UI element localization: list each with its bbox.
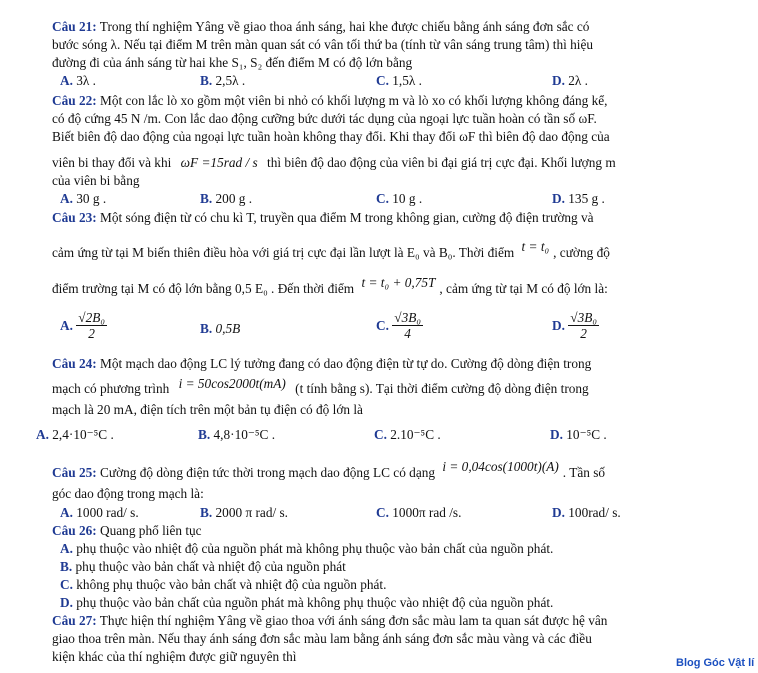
q21-option-a[interactable]: A. 3λ .	[60, 73, 97, 88]
q24-line3: mạch là 20 mA, điện tích trên một bản tụ điện có độ lớn là	[52, 402, 363, 417]
q25-line2: góc dao động trong mạch là:	[52, 486, 204, 501]
q23-line3: điểm trường tại M có độ lớn bằng 0,5 E₀ . Đến thời điểm t = t₀ + 0,75T , cảm ứng từ tại M có độ lớn là:	[52, 275, 608, 296]
q23-line2: cảm ứng từ tại M biến thiên điều hòa với giá trị cực đại lần lượt là E₀ và B₀. Thời điểm t = t₀ , cường độ	[52, 239, 610, 260]
q27-line1: Câu 27: Thực hiện thí nghiệm Yâng về giao thoa với ánh sáng đơn sắc màu lam ta quan sát được hệ vân	[52, 613, 608, 628]
q24-option-b[interactable]: B. 4,8·10⁻⁵C .	[198, 427, 276, 442]
q27-line3: kiện khác của thí nghiệm được giữ nguyên thì	[52, 649, 297, 664]
q25-current-formula: i = 0,04cos(1000t)(A)	[442, 459, 559, 474]
q22-line4: viên bi thay đổi và khi ωF =15rad / s thì biên độ dao động của viên bi đại giá trị cực đại. Khối lượng m	[52, 155, 616, 170]
q25-label: Câu 25:	[52, 465, 97, 480]
q26-option-a[interactable]: A. phụ thuộc vào nhiệt độ của nguồn phát mà không phụ thuộc vào bản chất của nguồn phát.	[60, 541, 554, 556]
q24-current-formula: i = 50cos2000t(mA)	[178, 376, 286, 391]
q21-line1	[52, 18, 589, 35]
q22-option-c[interactable]: C. 10 g .	[376, 191, 423, 206]
q23-option-c[interactable]: C. $\frac{\text{√3B₀}}{4}$	[376, 310, 421, 341]
q24-option-a[interactable]: A. 2,4·10⁻⁵C .	[36, 427, 114, 442]
q23-option-a[interactable]: A. $\frac{\text{√2B₀}}{2}$	[60, 310, 105, 341]
q26-option-b[interactable]: B. phụ thuộc vào bản chất và nhiệt độ của nguồn phát	[60, 559, 346, 574]
q21-label: Câu 21:	[52, 19, 97, 34]
q24-line1: Câu 24: Một mạch dao động LC lý tưởng đang có dao động điện từ tự do. Cường độ dòng điện trong	[52, 356, 592, 371]
q26-label: Câu 26:	[52, 523, 97, 538]
q23-label: Câu 23:	[52, 210, 97, 225]
blog-watermark: Blog Góc Vật lí	[676, 657, 755, 669]
q22-line3: Biết biên độ dao động của ngoại lực tuần hoàn không thay đổi. Khi thay đổi ωF thì biên độ dao động của	[52, 129, 610, 144]
q21-option-b[interactable]: B. 2,5λ .	[200, 73, 246, 88]
q24-option-c[interactable]: C. 2.10⁻⁵C .	[374, 427, 441, 442]
q26-option-c[interactable]: C. không phụ thuộc vào bản chất và nhiệt độ của nguồn phát.	[60, 577, 387, 592]
q21-line2: bước sóng λ. Nếu tại điểm M trên màn quan sát có vân tối thứ ba (tính từ vân sáng trung tâm) thì hiệu	[52, 37, 594, 52]
q21-line3: đường đi của ánh sáng từ hai khe S₁, S₂ đến điểm M có độ lớn bằng	[52, 55, 413, 70]
q26-option-d[interactable]: D. phụ thuộc vào bản chất của nguồn phát mà không phụ thuộc vào nhiệt độ của nguồn phát.	[60, 595, 554, 610]
q25-option-a[interactable]: A. 1000 rad/ s.	[60, 505, 139, 520]
q22-option-d[interactable]: D. 135 g .	[552, 191, 605, 206]
q22-line1: Câu 22: Một con lắc lò xo gồm một viên bi nhỏ có khối lượng m và lò xo có khối lượng không đáng kể,	[52, 93, 608, 108]
q23-option-c-fraction: $\frac{\text{√3B₀}}{4}$	[394, 310, 421, 341]
q26-line1: Câu 26: Quang phổ liên tục	[52, 523, 202, 538]
q24-line2: mạch có phương trình i = 50cos2000t(mA) (t tính bằng s). Tại thời điểm cường độ dòng điện trong	[52, 376, 589, 396]
q21-option-c[interactable]: C. 1,5λ .	[376, 73, 422, 88]
q25-option-b[interactable]: B. 2000 π rad/ s.	[200, 505, 288, 520]
q23-option-a-fraction: $\frac{\text{√2B₀}}{2}$	[78, 310, 105, 341]
q23-time-t0: t = t₀	[521, 239, 550, 254]
q23-time-formula: t = t₀ + 0,75T	[361, 275, 436, 290]
q25-line1: Câu 25: Cường độ dòng điện tức thời trong mạch dao động LC có dạng i = 0,04cos(1000t)(A) . Tần số	[52, 459, 606, 480]
q23-option-d-fraction: $\frac{\text{√3B₀}}{2}$	[570, 310, 597, 341]
q22-option-a[interactable]: A. 30 g .	[60, 191, 107, 206]
q27-line2: giao thoa trên màn. Nếu thay ánh sáng đơn sắc màu lam bằng ánh sáng đơn sắc màu vàng và các điều	[52, 631, 592, 646]
q23-line1: Câu 23: Một sóng điện từ có chu kì T, truyền qua điểm M trong không gian, cường độ điện trường và	[52, 210, 594, 225]
q23-option-d[interactable]: D. $\frac{\text{√3B₀}}{2}$	[552, 310, 597, 341]
q25-option-c[interactable]: C. 1000π rad /s.	[376, 505, 462, 520]
q22-omega-formula: ωF =15rad / s	[180, 155, 258, 170]
q25-option-d[interactable]: D. 100rad/ s.	[552, 505, 621, 520]
q22-line2: có độ cứng 45 N /m. Con lắc dao động cưỡng bức dưới tác dụng của ngoại lực tuần hoàn có tần số ωF.	[52, 111, 597, 126]
q24-option-d[interactable]: D. 10⁻⁵C .	[550, 427, 607, 442]
q22-label: Câu 22:	[52, 93, 97, 108]
q27-label: Câu 27:	[52, 613, 97, 628]
q24-label: Câu 24:	[52, 356, 97, 371]
q22-option-b[interactable]: B. 200 g .	[200, 191, 253, 206]
q21-option-d[interactable]: D. 2λ .	[552, 73, 589, 88]
q21-text1: Trong thí nghiệm Yâng về giao thoa ánh sáng, hai khe được chiếu bằng ánh sáng đơn sắc có	[99, 19, 590, 34]
q23-option-b[interactable]: B. 0,5B	[200, 321, 241, 336]
q22-line5: của viên bi bằng	[52, 173, 140, 188]
